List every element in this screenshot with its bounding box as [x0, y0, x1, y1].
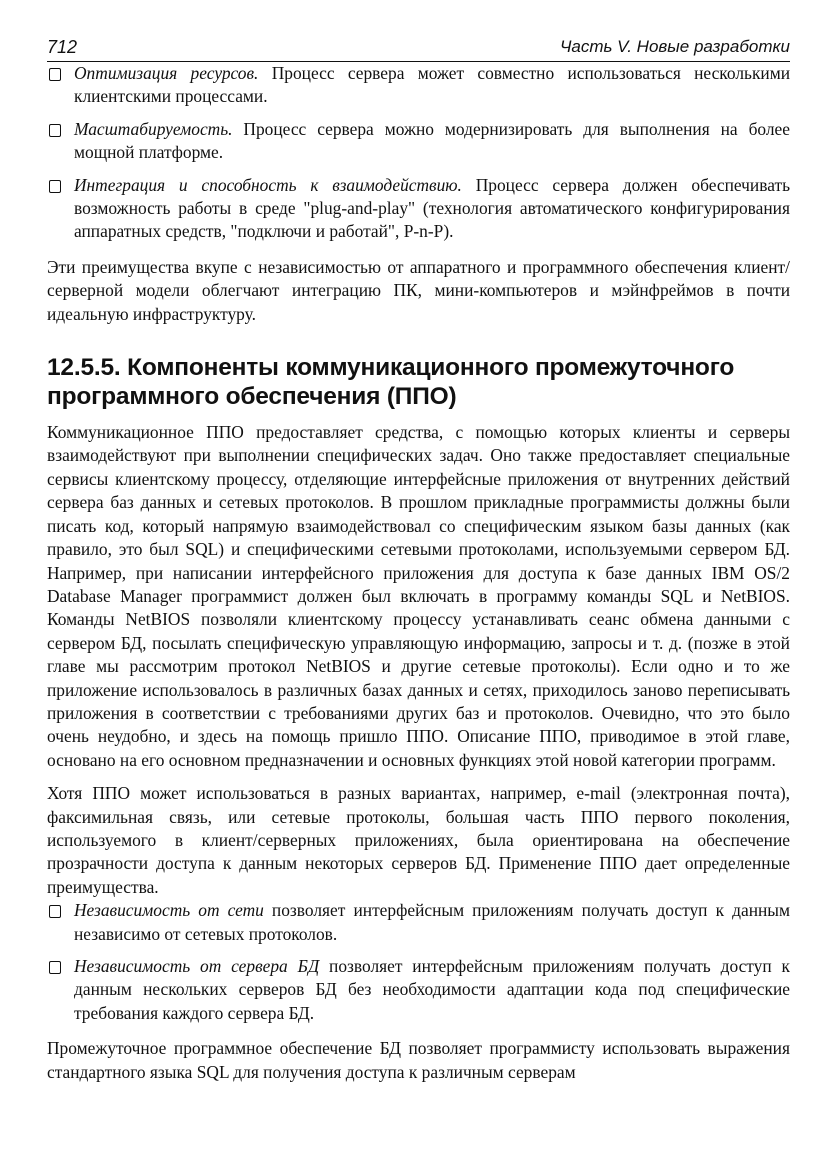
- bullet-text: позволяет интерфейсным приложениям получать доступ к данным нескольких серверов БД без необходимости адаптации кода под специфические требования каждого сервера БД.: [74, 956, 790, 1023]
- paragraph: Эти преимущества вкупе с независимостью от аппаратного и программного обеспечения клиент/серверной модели облегчают интеграцию ПК, мини-компьютеров и мэйнфреймов в почти идеальную инфраструктуру.: [47, 256, 790, 324]
- checkbox-bullet-icon: [49, 68, 61, 81]
- checkbox-bullet-icon: [49, 180, 61, 193]
- bullet-text: Процесс сервера может совместно использоваться несколькими клиентскими процессами.: [74, 63, 791, 107]
- list-item: [47, 955, 790, 1025]
- list-item: [47, 174, 790, 244]
- bullet-list-top: [47, 62, 790, 244]
- paragraph: Промежуточное программное обеспечение БД позволяет программисту использовать выражения стандартного языка SQL для получения доступа к различным серверам: [47, 1038, 790, 1082]
- bullet-lead: Оптимизация ресурсов.: [74, 63, 259, 83]
- paragraph: Хотя ППО может использоваться в разных вариантах, например, e-mail (электронная почта), факсимильная связь, или сетевые протоколы, большая часть ППО первого поколения, используемого в клиент/серверных приложениях, была ориентирована на обеспечение прозрачности доступа к данным некоторых серверов БД. Применение ППО дает определенные преимущества.: [47, 783, 790, 897]
- list-item: [47, 62, 790, 109]
- paragraph: Коммуникационное ППО предоставляет средства, с помощью которых клиенты и серверы взаимодействуют при выполнении специфических задач. Оно также предоставляет специальные сервисы клиентскому процессу, отделяющие интерфейсные приложения от внутренних действий сервера баз данных и сетевых протоколов. В прошлом прикладные программисты должны были писать код, который напрямую взаимодействовал со специфическим языком базы данных (как правило, это был SQL) и специфическими сетевыми протоколами, используемыми сервером БД. Например, при написании интерфейсного приложения для доступа к базе данных IBM OS/2 Database Manager программист должен был включать в программу команды SQL и NetBIOS. Команды NetBIOS позволяли клиентскому процессу устанавливать сеанс обмена данными с сервером БД, посылать специфическую управляющую информацию, запросы и т. д. (позже в этой главе мы рассмотрим протокол NetBIOS и другие сетевые протоколы). Если одно и то же приложение использовалось в различных базах данных и сетях, приходилось заново переписывать приложения в соответствии с требованиями других баз и протоколов. Очевидно, что это было очень неудобно, и здесь на помощь пришло ППО. Описание ППО, приводимое в этой главе, основано на его основном предназначении и основных функциях этой новой категории программ.: [47, 422, 790, 770]
- section-heading: 12.5.5. Компоненты коммуникационного промежуточного программного обеспечения (ППО): [47, 354, 735, 410]
- bullet-lead: Масштабируемость.: [74, 118, 233, 139]
- bullet-lead: Независимость от сервера БД: [74, 956, 320, 976]
- running-header: [47, 36, 790, 62]
- bullet-text: Процесс сервера должен обеспечивать возможность работы в среде "plug-and-play" (технология автоматического конфигурирования аппаратных средств, "подключи и работай", P-n-P).: [74, 174, 790, 242]
- bullet-text: позволяет интерфейсным приложениям получать доступ к данным независимо от сетевых протоколов.: [74, 900, 790, 944]
- bullet-list-bottom: [47, 899, 790, 1025]
- page-number: 712: [47, 37, 78, 57]
- bullet-lead: Независимость от сети: [74, 900, 264, 921]
- list-item: [47, 118, 790, 165]
- list-item: [47, 899, 790, 946]
- bullet-text: Процесс сервера можно модернизировать для выполнения на более мощной платформе.: [74, 118, 790, 163]
- checkbox-bullet-icon: [49, 961, 61, 974]
- checkbox-bullet-icon: [49, 124, 61, 137]
- bullet-lead: Интеграция и способность к взаимодействию.: [74, 174, 462, 195]
- checkbox-bullet-icon: [49, 905, 61, 918]
- book-page: [47, 36, 790, 1084]
- running-title: Часть V. Новые разработки: [559, 37, 790, 56]
